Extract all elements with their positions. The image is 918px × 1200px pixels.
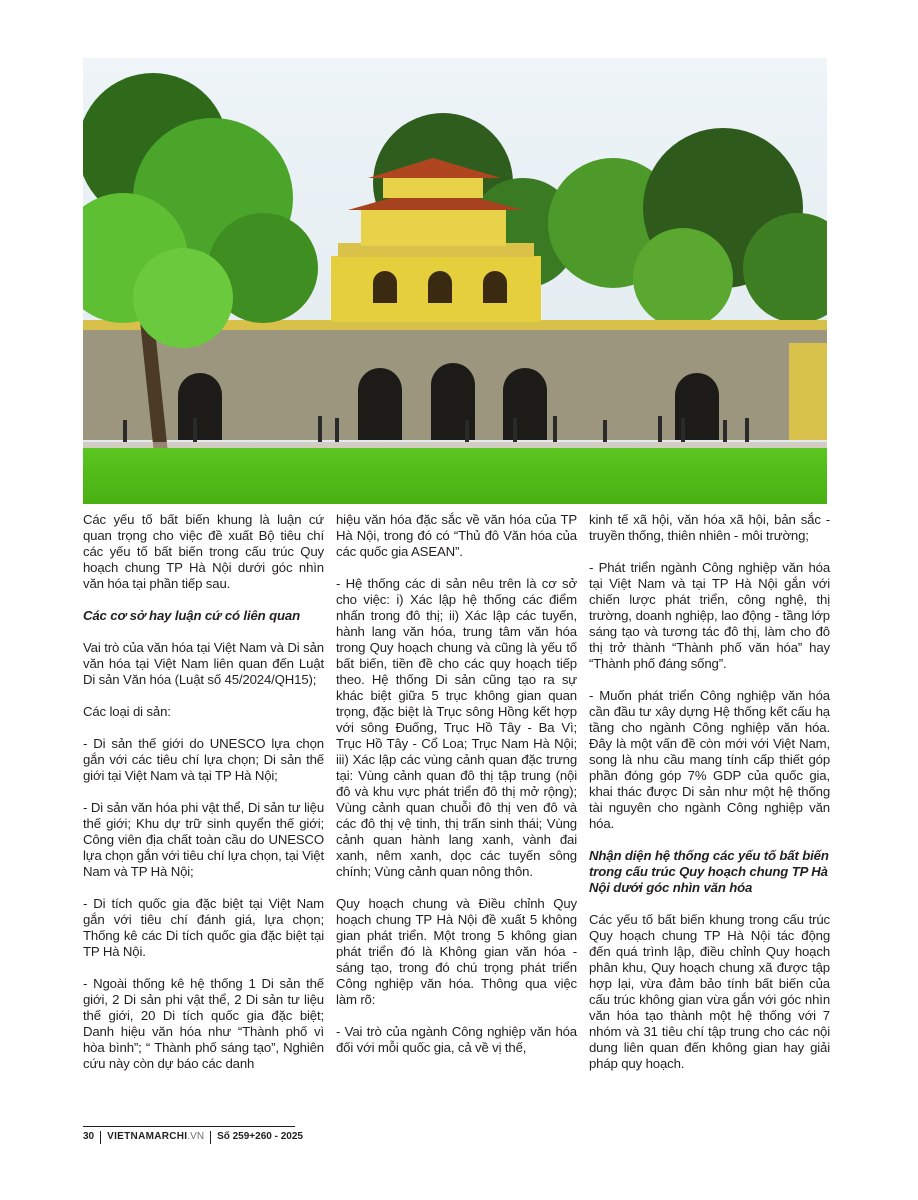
paragraph: - Vai trò của ngành Công nghiệp văn hóa đối với mỗi quốc gia, cả về vị thế, <box>336 1024 577 1055</box>
footer-divider <box>100 1131 101 1144</box>
paragraph: Các loại di sản: <box>83 704 171 719</box>
paragraph: Các yếu tố bất biến khung là luận cứ quan trọng cho việc đề xuất Bộ tiêu chí các yếu tố bất biến trong cấu trúc Quy hoạch chung TP Hà Nội dưới góc nhìn văn hóa tại phần tiếp sau. <box>83 512 324 591</box>
page-number: 30 <box>83 1131 95 1142</box>
text-column-2 <box>336 512 577 1072</box>
paragraph: hiệu văn hóa đặc sắc về văn hóa của TP Hà Nội, trong đó có “Thủ đô Văn hóa của các quốc gia ASEAN”. <box>336 512 577 559</box>
magazine-brand: VIETNAMARCHI <box>107 1131 188 1142</box>
lawn <box>83 448 827 504</box>
citadel-gate-illustration <box>83 58 827 504</box>
hero-photo <box>83 58 827 504</box>
footer-rule <box>83 1126 295 1127</box>
section-heading: Các cơ sở hay luận cứ có liên quan <box>83 608 300 623</box>
text-column-1 <box>83 512 324 1088</box>
paragraph: - Di sản thế giới do UNESCO lựa chọn gắn với các tiêu chí lựa chọn; Di sản thế giới tại Việt Nam và tại TP Hà Nội; <box>83 736 324 783</box>
paragraph: - Ngoài thống kê hệ thống 1 Di sản thế giới, 2 Di sản phi vật thể, 2 Di sản tư liệu thế giới, 20 Di tích quốc gia đặc biệt; Danh hiệu văn hóa như “Thành phố vì hòa bình”; “ Thành phố sáng tạo”, Nghiên cứu này còn dự báo các danh <box>83 976 324 1071</box>
paragraph: Vai trò của văn hóa tại Việt Nam và Di sản văn hóa tại Việt Nam liên quan đến Luật Di sản Văn hóa (Luật số 45/2024/QH15); <box>83 640 324 687</box>
paragraph: - Di tích quốc gia đặc biệt tại Việt Nam gắn với tiêu chí đánh giá, lựa chọn; Thống kê các Di tích quốc gia đặc biệt tại TP Hà Nội. <box>83 896 324 959</box>
paragraph: - Di sản văn hóa phi vật thể, Di sản tư liệu thế giới; Khu dự trữ sinh quyển thế giới; Công viên địa chất toàn cầu do UNESCO lựa chọn gắn với tiêu chí lựa chọn, tại Việt Nam và TP Hà Nội; <box>83 800 324 879</box>
paragraph: Quy hoạch chung và Điều chỉnh Quy hoạch chung TP Hà Nội đề xuất 5 không gian phát triển. Một trong 5 không gian phát triển đó là Không gian văn hóa - sáng tạo, trong đó chú trọng phát triển Công nghiệp văn hóa. Thông qua việc làm rõ: <box>336 896 577 1007</box>
issue-number: Số 259+260 - 2025 <box>217 1131 303 1142</box>
footer-divider-2 <box>210 1131 211 1144</box>
page-footer <box>83 1126 303 1144</box>
section-heading: Nhận diện hệ thống các yếu tố bất biến trong cấu trúc Quy hoạch chung TP Hà Nội dưới góc nhìn văn hóa <box>589 848 829 895</box>
paragraph: - Hệ thống các di sản nêu trên là cơ sở cho việc: i) Xác lập hệ thống các điểm nhấn trong đô thị; ii) Xác lập các tuyến, hành lang văn hóa, trung tâm văn hóa trong Quy hoạch chung và cũng là yếu tố bất biến, tiền đề cho các quy hoạch tiếp theo. Hệ thống Di sản cũng tạo ra sự khác biệt giữa 5 trục không gian quan trọng, đặc biệt là Trục sông Hồng kết hợp với sông Đuống, Trục Hồ Tây - Ba Vì; Trục Hồ Tây - Cổ Loa; Trục Nam Hà Nội; iii) Xác lập các vùng cảnh quan đặc trưng tại: Vùng cảnh quan đô thị tập trung (nội đô và khu vực phát triển đô thị mở rộng); Vùng cảnh quan chuỗi đô thị ven đô và các đô thị vệ tinh, thị trấn sinh thái; Vùng cảnh quan hành lang xanh, vành đai xanh, nêm xanh, dọc các tuyến sông chính; Vùng cảnh quan nông thôn. <box>336 576 577 879</box>
paragraph: - Muốn phát triển Công nghiệp văn hóa cần đầu tư xây dựng Hệ thống kết cấu hạ tầng cho ngành Công nghiệp văn hóa. Đây là một vấn đề còn mới với Việt Nam, song là nhu cầu mang tính cấp thiết góp phần đóng góp 7% GDP của quốc gia, khai thác được Di sản như một hệ thống tài nguyên cho ngành Công nghiệp văn hóa. <box>589 688 830 831</box>
paragraph: kinh tế xã hội, văn hóa xã hội, bản sắc - truyền thống, thiên nhiên - môi trường; <box>589 512 830 543</box>
text-column-3 <box>589 512 830 1088</box>
paragraph: Các yếu tố bất biến khung trong cấu trúc Quy hoạch chung TP Hà Nội tác động đến quá trình lập, điều chỉnh Quy hoạch phân khu, Quy hoạch chung xã được tập hợp lại, vừa đảm bảo tính bất biến của cấu trúc không gian vừa gắn với góc nhìn văn hóa tạo thành một hệ thống với 7 nhóm và 31 tiêu chí tập trung cho các nội dung liên quan đến không gian hay giải pháp quy hoạch. <box>589 912 830 1071</box>
magazine-brand-suffix: .VN <box>187 1131 205 1142</box>
paragraph: - Phát triển ngành Công nghiệp văn hóa tại Việt Nam và tại TP Hà Nội gắn với chiến lược phát triển, công nghệ, thị trường, doanh nghiệp, lao động - tầng lớp sáng tạo và tương tác đô thị, làm cho đô thị trở thành “Thành phố văn hóa” hay “Thành phố đáng sống”. <box>589 560 830 671</box>
